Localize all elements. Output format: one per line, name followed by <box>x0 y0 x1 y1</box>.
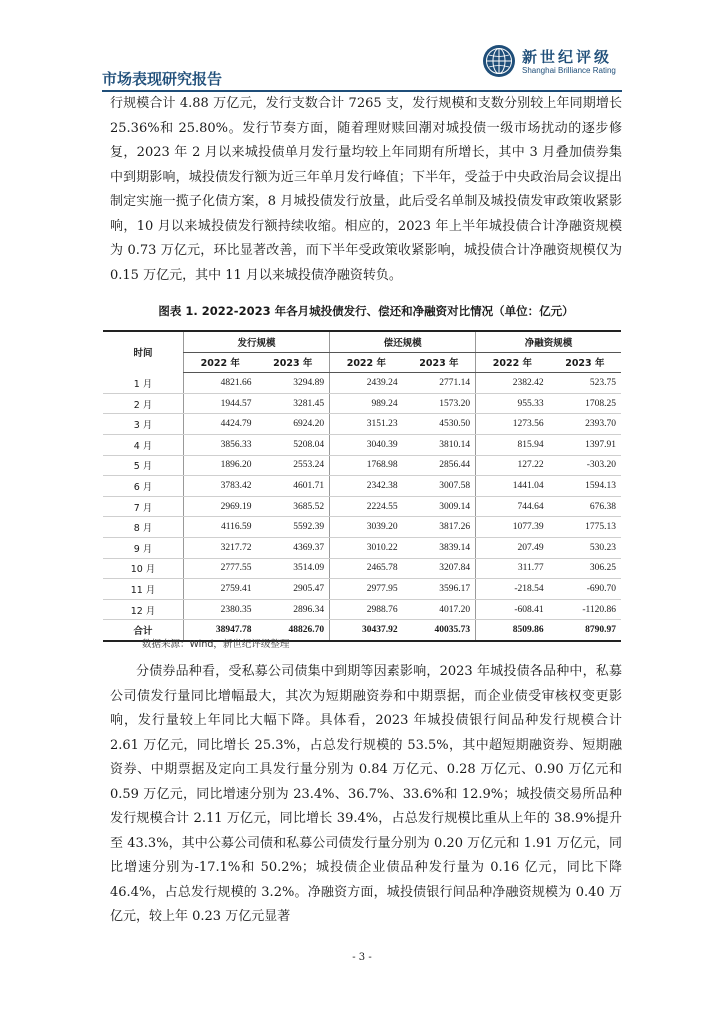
value-cell: 2759.41 <box>184 579 257 600</box>
value-cell: 2380.35 <box>184 599 257 620</box>
globe-logo-icon <box>482 44 516 78</box>
value-cell: 6924.20 <box>257 414 330 435</box>
value-cell: 4369.37 <box>257 537 330 558</box>
value-cell: 3685.52 <box>257 496 330 517</box>
value-cell: 2988.76 <box>330 599 403 620</box>
report-title: 市场表现研究报告 <box>102 70 223 88</box>
value-cell: 306.25 <box>549 558 621 579</box>
value-cell: 2465.78 <box>330 558 403 579</box>
total-label-cell: 合计 <box>103 620 184 641</box>
value-cell: 989.24 <box>330 393 403 414</box>
year-header: 2022 年 <box>330 352 403 373</box>
value-cell: 2393.70 <box>549 414 621 435</box>
value-cell: -690.70 <box>549 579 621 600</box>
month-cell: 10 月 <box>103 558 184 579</box>
year-header: 2023 年 <box>257 352 330 373</box>
value-cell: 1573.20 <box>403 393 476 414</box>
value-cell: 5208.04 <box>257 434 330 455</box>
year-header: 2022 年 <box>476 352 549 373</box>
table-row <box>103 434 621 455</box>
value-cell: 3514.09 <box>257 558 330 579</box>
year-header: 2022 年 <box>184 352 257 373</box>
value-cell: 3007.58 <box>403 476 476 497</box>
total-value-cell: 40035.73 <box>403 620 476 641</box>
total-value-cell: 8509.86 <box>476 620 549 641</box>
month-cell: 3 月 <box>103 414 184 435</box>
value-cell: 1273.56 <box>476 414 549 435</box>
total-value-cell: 8790.97 <box>549 620 621 641</box>
month-cell: 11 月 <box>103 579 184 600</box>
value-cell: 3810.14 <box>403 434 476 455</box>
table-row <box>103 476 621 497</box>
value-cell: -608.41 <box>476 599 549 620</box>
table-group-header-row <box>103 331 621 352</box>
value-cell: 2382.42 <box>476 373 549 394</box>
table-row <box>103 517 621 538</box>
table-row <box>103 579 621 600</box>
bond-issuance-table <box>103 330 621 642</box>
total-value-cell: 38947.78 <box>184 620 257 641</box>
value-cell: 3009.14 <box>403 496 476 517</box>
data-source-note: 数据来源：Wind，新世纪评级整理 <box>142 639 290 650</box>
value-cell: 523.75 <box>549 373 621 394</box>
month-cell: 7 月 <box>103 496 184 517</box>
group-header-net-financing: 净融资规模 <box>476 331 621 352</box>
month-cell: 6 月 <box>103 476 184 497</box>
value-cell: 2771.14 <box>403 373 476 394</box>
value-cell: 2969.19 <box>184 496 257 517</box>
page-number: - 3 - <box>352 952 372 963</box>
value-cell: 127.22 <box>476 455 549 476</box>
value-cell: 1077.39 <box>476 517 549 538</box>
month-cell: 9 月 <box>103 537 184 558</box>
value-cell: 3596.17 <box>403 579 476 600</box>
value-cell: 744.64 <box>476 496 549 517</box>
value-cell: 4601.71 <box>257 476 330 497</box>
value-cell: 2977.95 <box>330 579 403 600</box>
value-cell: 4017.20 <box>403 599 476 620</box>
table-row <box>103 599 621 620</box>
value-cell: 2905.47 <box>257 579 330 600</box>
value-cell: 2896.34 <box>257 599 330 620</box>
value-cell: 530.23 <box>549 537 621 558</box>
value-cell: 3010.22 <box>330 537 403 558</box>
logo-english-name: Shanghai Brilliance Rating <box>522 66 616 75</box>
value-cell: 2439.24 <box>330 373 403 394</box>
value-cell: 3039.20 <box>330 517 403 538</box>
table-caption: 图表 1. 2022-2023 年各月城投债发行、偿还和净融资对比情况（单位：亿元） <box>158 304 574 318</box>
month-cell: 2 月 <box>103 393 184 414</box>
body-paragraph-2: 分债券品种看，受私募公司债集中到期等因素影响，2023 年城投债各品种中，私募公司债发行量同比增幅最大，其次为短期融资券和中期票据，而企业债受审核权变更影响，发行量较上年同比大幅下降。具体看，2023 年城投债银行间品种发行规模合计 2.61 万亿元，同比增长 25.3%，占总发行规模的 53.5%，其中超短期融资券、短期融资券、中期票据及定向工具发行量分别为 0.84 万亿元、0.28 万亿元、0.90 万亿元和 0.59 万亿元，同比增速分别为 23.4%、36.7%、33.6%和 12.9%；城投债交易所品种发行规模合计 2.11 万亿元，同比增长 39.4%，占总发行规模比重从上年的 38.9%提升至 43.3%，其中公募公司债和私募公司债发行量分别为 0.20 万亿元和 1.91 万亿元，同比增速分别为-17.1%和 50.2%；城投债企业债品种发行量为 0.16 亿元，同比下降 46.4%，占总发行规模的 3.2%。净融资方面，城投债银行间品种净融资规模为 0.40 万亿元，较上年 0.23 万亿元显著 <box>110 664 622 924</box>
table-row <box>103 496 621 517</box>
value-cell: 5592.39 <box>257 517 330 538</box>
month-cell: 5 月 <box>103 455 184 476</box>
value-cell: 4116.59 <box>184 517 257 538</box>
group-header-issuance: 发行规模 <box>184 331 330 352</box>
value-cell: 3294.89 <box>257 373 330 394</box>
table-row <box>103 558 621 579</box>
value-cell: 207.49 <box>476 537 549 558</box>
value-cell: 1594.13 <box>549 476 621 497</box>
value-cell: 815.94 <box>476 434 549 455</box>
value-cell: 1708.25 <box>549 393 621 414</box>
brand-logo <box>482 44 622 84</box>
value-cell: 1944.57 <box>184 393 257 414</box>
value-cell: 2553.24 <box>257 455 330 476</box>
column-header-time: 时间 <box>103 331 184 373</box>
table-row <box>103 537 621 558</box>
value-cell: 3783.42 <box>184 476 257 497</box>
month-cell: 1 月 <box>103 373 184 394</box>
value-cell: 1775.13 <box>549 517 621 538</box>
year-header: 2023 年 <box>403 352 476 373</box>
value-cell: 4530.50 <box>403 414 476 435</box>
value-cell: 4821.66 <box>184 373 257 394</box>
value-cell: 955.33 <box>476 393 549 414</box>
value-cell: 1768.98 <box>330 455 403 476</box>
value-cell: 2777.55 <box>184 558 257 579</box>
value-cell: 3817.26 <box>403 517 476 538</box>
value-cell: 311.77 <box>476 558 549 579</box>
year-header: 2023 年 <box>549 352 621 373</box>
value-cell: 2224.55 <box>330 496 403 517</box>
page-header <box>102 40 622 90</box>
value-cell: 676.38 <box>549 496 621 517</box>
table-row <box>103 373 621 394</box>
value-cell: -1120.86 <box>549 599 621 620</box>
value-cell: -218.54 <box>476 579 549 600</box>
body-paragraph-1: 行规模合计 4.88 万亿元，发行支数合计 7265 支，发行规模和支数分别较上年同期增长 25.36%和 25.80%。发行节奏方面，随着理财赎回潮对城投债一级市场扰动的逐步修复，2023 年 2 月以来城投债单月发行量均较上年同期有所增长，其中 3 月叠加债券集中到期影响，城投债发行额为近三年单月发行峰值；下半年，受益于中央政治局会议提出制定实施一揽子化债方案，8 月城投债发行放量，此后受名单制及城投债发审政策收紧影响，10 月以来城投债发行额持续收缩。相应的，2023 年上半年城投债合计净融资规模为 0.73 万亿元，环比显著改善，而下半年受政策收紧影响，城投债合计净融资规模仅为 0.15 万亿元，其中 11 月以来城投债净融资转负。 <box>110 96 622 283</box>
value-cell: -303.20 <box>549 455 621 476</box>
value-cell: 2856.44 <box>403 455 476 476</box>
value-cell: 3151.23 <box>330 414 403 435</box>
month-cell: 4 月 <box>103 434 184 455</box>
table-row <box>103 455 621 476</box>
total-value-cell: 30437.92 <box>330 620 403 641</box>
value-cell: 1441.04 <box>476 476 549 497</box>
value-cell: 3040.39 <box>330 434 403 455</box>
table-row <box>103 393 621 414</box>
table-row <box>103 414 621 435</box>
value-cell: 3207.84 <box>403 558 476 579</box>
value-cell: 3217.72 <box>184 537 257 558</box>
value-cell: 3839.14 <box>403 537 476 558</box>
value-cell: 3856.33 <box>184 434 257 455</box>
logo-chinese-name: 新世纪评级 <box>522 48 613 66</box>
value-cell: 4424.79 <box>184 414 257 435</box>
month-cell: 12 月 <box>103 599 184 620</box>
value-cell: 3281.45 <box>257 393 330 414</box>
value-cell: 2342.38 <box>330 476 403 497</box>
value-cell: 1397.91 <box>549 434 621 455</box>
month-cell: 8 月 <box>103 517 184 538</box>
total-value-cell: 48826.70 <box>257 620 330 641</box>
group-header-repayment: 偿还规模 <box>330 331 476 352</box>
value-cell: 1896.20 <box>184 455 257 476</box>
